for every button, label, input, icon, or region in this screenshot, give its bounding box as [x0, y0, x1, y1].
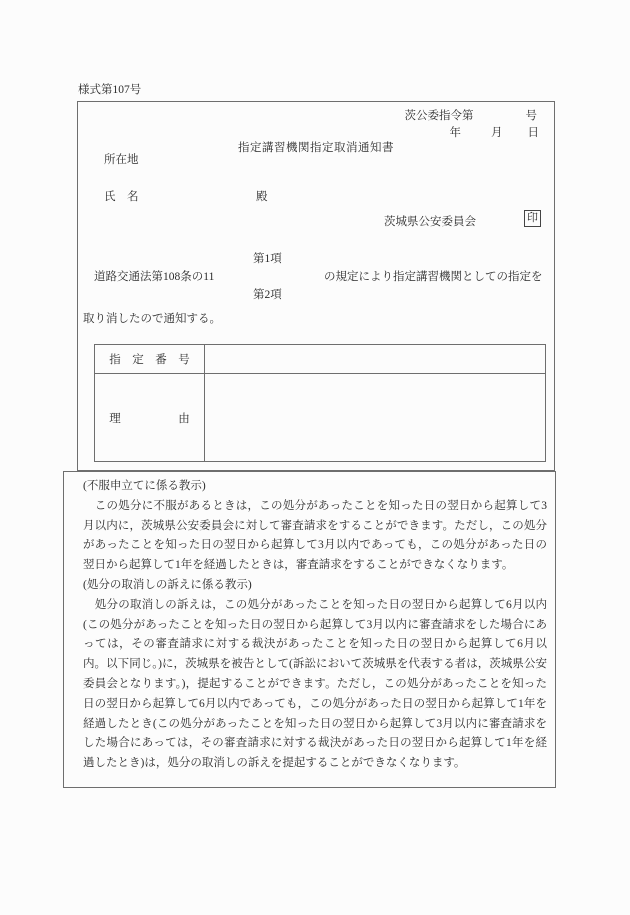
directive-number-line [405, 107, 538, 123]
date-year-label: 年 [449, 127, 461, 139]
seal-stamp: 印 [524, 210, 541, 227]
clause-option-1: 第1項 [253, 253, 282, 265]
date-line [450, 124, 540, 140]
table-row-reason [95, 374, 545, 461]
address-label: 所在地 [104, 154, 139, 166]
designation-number-value [205, 345, 545, 373]
designation-number-label: 指 定 番 号 [95, 345, 205, 373]
law-reference: 道路交通法第108条の11 [94, 271, 215, 283]
closing-statement: 取り消したので通知する。 [83, 313, 221, 325]
form-number-label: 様式第107号 [78, 84, 142, 96]
lawsuit-section-body: 処分の取消しの訴えは，この処分があったことを知った日の翌日から起算して6月以内(この処分があったことを知った日の翌日から起算して3月以内に審査請求をした場合にあっては，その審査請求に対する裁決があったことを知った日の翌日から起算して6月以内。以下同じ。)に，茨城県を被告として(訴訟において茨城県を代表する者は，茨城県公安委員会となります。)，提起することができます。ただし，この処分があったことを知った日の翌日から起算して6月以内であっても，この処分があった日の翌日から起算して1年を経過したとき(この処分があったことを知った日の翌日から起算して3月以内に審査請求をした場合にあっては，その審査請求に対する裁決があった日の翌日から起算して1年を経過したとき)は，処分の取消しの訴えを提起することができなくなります。 [83, 598, 547, 770]
appeal-instructions-box [63, 471, 556, 788]
date-month-label: 月 [491, 127, 503, 139]
appeal-section-heading: (不服申立てに係る教示) [83, 480, 206, 492]
lawsuit-section-heading: (処分の取消しの訴えに係る教示) [83, 578, 252, 591]
document-title: 指定講習機関指定取消通知書 [238, 142, 394, 154]
honorific-label: 殿 [256, 191, 268, 203]
details-table [94, 344, 546, 462]
clause-suffix: の規定により指定講習機関としての指定を [324, 271, 543, 283]
issuer-name: 茨城県公安委員会 [384, 216, 476, 228]
recipient-name-label: 氏 名 [104, 191, 139, 203]
reason-label: 理 由 [95, 374, 205, 461]
clause-option-2: 第2項 [253, 289, 282, 301]
table-row-designation-number [95, 345, 545, 374]
directive-number-suffix: 号 [525, 110, 537, 122]
reason-value [205, 374, 545, 461]
date-day-label: 日 [527, 127, 539, 139]
directive-number-label: 茨公委指令第 [404, 110, 474, 122]
appeal-section-body: この処分に不服があるときは，この処分があったことを知った日の翌日から起算して3月以内に，茨城県公安委員会に対して審査請求をすることができます。ただし，この処分があったことを知った日の翌日から起算して3月以内であっても，この処分があった日の翌日から起算して1年を経過したときは，審査請求をすることができなくなります。 [83, 499, 547, 572]
notice-box [77, 101, 555, 471]
